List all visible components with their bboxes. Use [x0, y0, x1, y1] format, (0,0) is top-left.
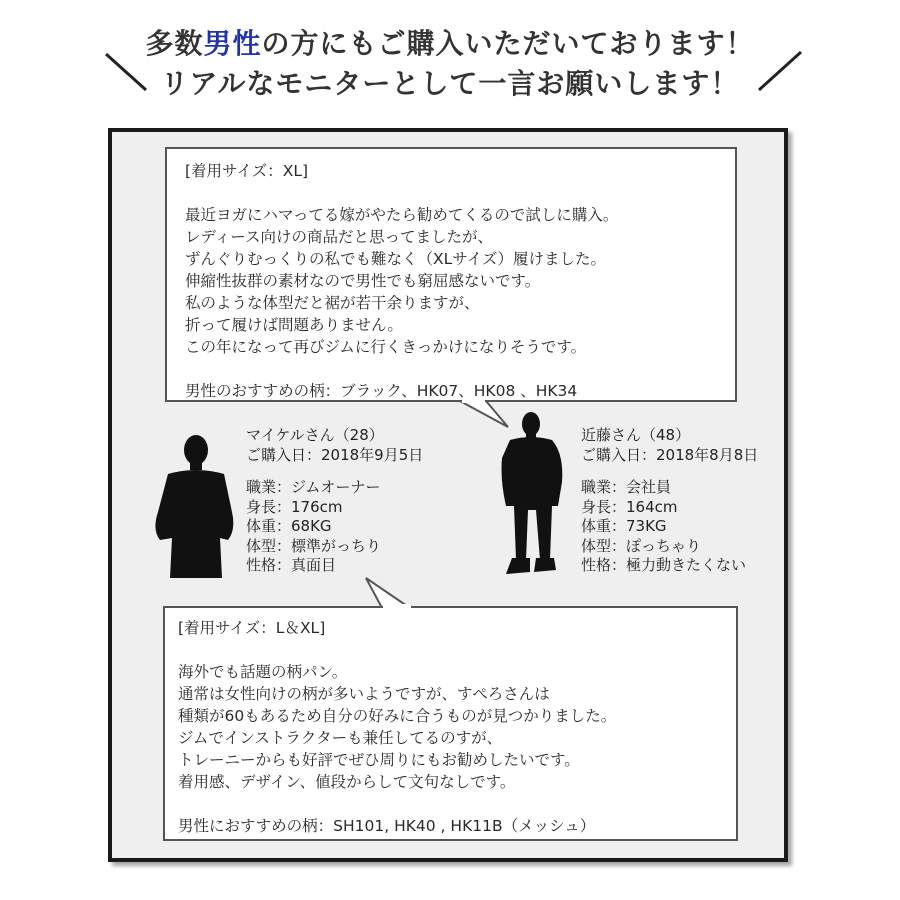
- review-top-line: 私のような体型だと裾が若干余りますが、: [185, 294, 480, 312]
- headline-accent: 男性: [203, 27, 262, 60]
- heavyset-man-silhouette-icon: [498, 410, 568, 580]
- standing-man-silhouette-icon: [150, 432, 240, 582]
- headline-line-1: [0, 22, 900, 62]
- review-bubble-bottom: [163, 606, 738, 841]
- profile-detail: 身長：164cm: [581, 497, 678, 516]
- review-bottom-line: 海外でも話題の柄パン。: [178, 663, 348, 681]
- review-bottom-line: トレーニーからも好評でぜひ周りにもお勧めしたいです。: [178, 751, 580, 769]
- review-bottom-size: [着用サイズ：L＆XL]: [178, 619, 326, 637]
- profile-purchase-date: ご購入日：2018年9月5日: [246, 445, 424, 464]
- profile-detail: 体重：68KG: [246, 517, 332, 535]
- headline-line-2: リアルなモニターとして一言お願いします！: [160, 67, 740, 100]
- headline-prefix: 多数: [145, 27, 204, 60]
- review-top-line: 伸縮性抜群の素材なので男性でも窮屈感ないです。: [185, 272, 541, 290]
- profile-detail: 職業：会社員: [581, 478, 672, 496]
- profile-detail: 職業：ジムオーナー: [246, 478, 381, 496]
- review-top-size: [着用サイズ：XL]: [185, 162, 309, 180]
- review-bubble-top: [165, 147, 737, 402]
- profile-detail: 体型：ぽっちゃり: [581, 536, 702, 555]
- review-bottom-line: ジムでインストラクターも兼任してるのすが、: [178, 729, 503, 747]
- headline-suffix: の方にもご購入いただいております！: [261, 27, 755, 60]
- review-top-line: この年になって再びジムに行くきっかけになりそうです。: [185, 338, 587, 356]
- bubble-bottom-tail-cover: [383, 604, 423, 610]
- review-top-spacer: [185, 358, 717, 380]
- profile-detail: 体重：73KG: [581, 517, 667, 535]
- profile-name: マイケルさん（28）: [246, 426, 384, 444]
- profile-detail: 性格：極力動きたくない: [581, 556, 747, 574]
- review-bottom-line: 種類が60もあるため自分の好みに合うものが見つかりました。: [178, 707, 617, 725]
- review-bottom-spacer: [178, 793, 723, 815]
- profile-detail: 身長：176cm: [246, 497, 343, 516]
- review-bottom-recommend: 男性におすすめの柄：SH101, HK40 , HK11B（メッシュ）: [178, 817, 596, 835]
- review-top-spacer: [185, 182, 717, 204]
- profile-detail: 性格：真面目: [246, 556, 337, 574]
- profile-michael: [246, 426, 423, 576]
- review-top-line: レディース向けの商品だと思ってましたが、: [185, 228, 493, 246]
- review-top-line: 折って履けば問題ありません。: [185, 316, 403, 334]
- review-top-line: ずんぐりむっくりの私でも難なく（XLサイズ）履けました。: [185, 250, 607, 268]
- review-top-line: 最近ヨガにハマってる嫁がやたら勧めてくるので試しに購入。: [185, 206, 619, 224]
- review-bottom-line: 通常は女性向けの柄が多いようですが、すぺろさんは: [178, 685, 550, 703]
- profile-purchase-date: ご購入日：2018年8月8日: [581, 445, 759, 464]
- profile-name: 近藤さん（48）: [581, 426, 691, 444]
- review-bottom-line: 着用感、デザイン、値段からして文句なしです。: [178, 773, 516, 791]
- review-bottom-spacer: [178, 639, 723, 661]
- profile-detail: 体型：標準がっちり: [246, 536, 382, 555]
- review-top-recommend: 男性のおすすめの柄：ブラック、HK07、HK08 、HK34: [185, 382, 578, 400]
- profile-kondo: [581, 426, 758, 576]
